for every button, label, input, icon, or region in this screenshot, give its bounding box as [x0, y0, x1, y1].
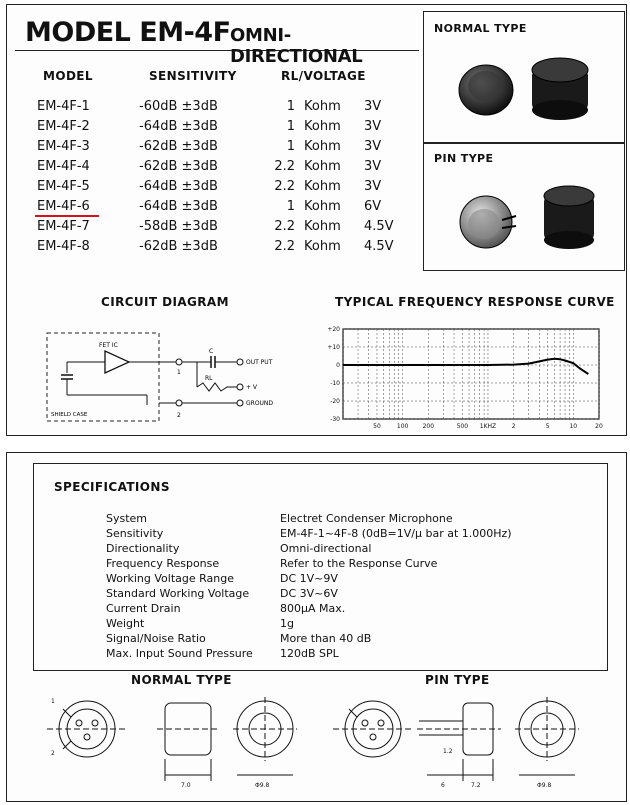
model-title: MODEL EM-4F	[25, 17, 231, 48]
pin1-marker: 1	[51, 698, 55, 705]
cell-sensitivity: -64dB ±3dB	[139, 119, 218, 134]
cell-voltage: 6V	[364, 199, 382, 214]
cell-unit: Kohm	[304, 219, 341, 234]
spec-label: Working Voltage Range	[106, 572, 234, 585]
cell-unit: Kohm	[304, 99, 341, 114]
x-tick-label: 10	[569, 423, 578, 430]
table-row	[7, 119, 417, 139]
cell-sensitivity: -58dB ±3dB	[139, 219, 218, 234]
cell-unit: Kohm	[304, 239, 341, 254]
chart-frame	[343, 329, 599, 419]
header-model: MODEL	[43, 69, 93, 83]
cell-voltage: 4.5V	[364, 219, 394, 234]
circuit-diagram	[37, 317, 297, 427]
title-bar	[15, 13, 419, 67]
pin-type-photo	[424, 144, 624, 272]
spec-value: EM-4F-1~4F-8 (0dB=1V/μ bar at 1.000Hz)	[280, 527, 512, 540]
cell-model: EM-4F-6	[37, 199, 90, 214]
pin-back-view	[515, 697, 579, 775]
spec-label: Directionality	[106, 542, 180, 555]
x-tick-label: 2	[511, 423, 516, 430]
x-tick-label: 1KHZ	[479, 423, 497, 430]
cell-model: EM-4F-7	[37, 219, 90, 234]
cell-voltage: 3V	[364, 119, 382, 134]
spec-label: Max. Input Sound Pressure	[106, 647, 253, 660]
pin-front-view	[333, 701, 413, 757]
pin2-label: 2	[177, 412, 181, 419]
spec-row	[34, 512, 609, 527]
datasheet-bottom-panel	[6, 452, 627, 802]
table-row	[7, 239, 417, 259]
spec-value: 120dB SPL	[280, 647, 339, 660]
highlight-underline	[35, 215, 99, 217]
header-rl-voltage: RL/VOLTAGE	[281, 69, 366, 83]
spec-row	[34, 527, 609, 542]
spec-row	[34, 572, 609, 587]
y-tick-label: -20	[330, 398, 340, 405]
cell-voltage: 3V	[364, 139, 382, 154]
table-row	[7, 159, 417, 179]
x-tick-label: 50	[373, 423, 381, 430]
cell-rl: 2.2	[274, 239, 295, 254]
circuit-title: CIRCUIT DIAGRAM	[101, 295, 229, 309]
spec-label: System	[106, 512, 148, 525]
header-sensitivity: SENSITIVITY	[149, 69, 237, 83]
cell-rl: 2.2	[274, 219, 295, 234]
normal-type-photo	[424, 12, 624, 140]
normal-front-view	[47, 701, 127, 757]
pin-type-drawing-title: PIN TYPE	[425, 673, 490, 687]
cell-rl: 2.2	[274, 159, 295, 174]
load-resistor-symbol	[197, 383, 237, 391]
cell-unit: Kohm	[304, 199, 341, 214]
cell-model: EM-4F-5	[37, 179, 90, 194]
cell-rl: 1	[286, 199, 295, 214]
y-tick-label: 0	[336, 362, 340, 369]
y-tick-label: -30	[330, 416, 340, 423]
pin-body-dim: 7.2	[471, 782, 481, 789]
cell-voltage: 3V	[364, 99, 382, 114]
pin-length-dim: 1.2	[443, 748, 453, 755]
spec-value: Omni-directional	[280, 542, 372, 555]
dimension-drawings	[7, 689, 622, 799]
specifications-box	[33, 463, 608, 671]
cell-sensitivity: -62dB ±3dB	[139, 239, 218, 254]
output-label: OUT PUT	[246, 359, 273, 366]
normal-back-view	[233, 697, 297, 775]
resistor-label: RL	[205, 375, 213, 382]
pin-type-label: PIN TYPE	[434, 152, 494, 165]
response-curve	[343, 359, 588, 374]
pin-lead-dim: 6	[441, 782, 445, 789]
cell-voltage: 3V	[364, 159, 382, 174]
frequency-response-chart	[317, 321, 607, 431]
spec-row	[34, 647, 609, 662]
spec-label: Standard Working Voltage	[106, 587, 250, 600]
supply-label: + V	[246, 384, 258, 391]
spec-label: Sensitivity	[106, 527, 164, 540]
cell-sensitivity: -62dB ±3dB	[139, 139, 218, 154]
spec-value: 800μA Max.	[280, 602, 346, 615]
cell-unit: Kohm	[304, 119, 341, 134]
spec-row	[34, 617, 609, 632]
spec-label: Frequency Response	[106, 557, 220, 570]
cell-unit: Kohm	[304, 139, 341, 154]
diameter-dim: Φ9.8	[255, 782, 270, 789]
spec-row	[34, 557, 609, 572]
table-row	[7, 139, 417, 159]
cell-voltage: 3V	[364, 179, 382, 194]
capacitor-label: C	[209, 348, 214, 355]
x-tick-label: 20	[595, 423, 603, 430]
spec-value: 1g	[280, 617, 294, 630]
spec-row	[34, 587, 609, 602]
cell-model: EM-4F-3	[37, 139, 90, 154]
chart-title: TYPICAL FREQUENCY RESPONSE CURVE	[335, 295, 615, 309]
pin2-marker: 2	[51, 750, 55, 757]
fet-amplifier-symbol	[105, 351, 129, 373]
spec-value: More than 40 dB	[280, 632, 372, 645]
cell-voltage: 4.5V	[364, 239, 394, 254]
specifications-title: SPECIFICATIONS	[54, 480, 170, 494]
model-subtitle: OMNI-DIRECTIONAL	[230, 25, 363, 67]
cell-sensitivity: -64dB ±3dB	[139, 199, 218, 214]
spec-value: Electret Condenser Microphone	[280, 512, 453, 525]
table-row	[7, 219, 417, 239]
spec-row	[34, 632, 609, 647]
spec-value: Refer to the Response Curve	[280, 557, 438, 570]
spec-label: Weight	[106, 617, 145, 630]
normal-side-view	[157, 703, 219, 781]
y-tick-label: +20	[327, 326, 340, 333]
table-row	[7, 179, 417, 199]
shield-label: SHIELD CASE	[51, 412, 88, 418]
spec-value: DC 1V~9V	[280, 572, 338, 585]
x-tick-label: 5	[545, 423, 550, 430]
cell-sensitivity: -64dB ±3dB	[139, 179, 218, 194]
pin-diameter-dim: Φ9.8	[537, 782, 552, 789]
x-tick-label: 200	[422, 423, 435, 430]
pin-side-view	[417, 703, 501, 781]
spec-label: Signal/Noise Ratio	[106, 632, 206, 645]
cell-unit: Kohm	[304, 179, 341, 194]
cell-unit: Kohm	[304, 159, 341, 174]
cell-rl: 1	[286, 99, 295, 114]
cell-rl: 1	[286, 119, 295, 134]
cell-model: EM-4F-2	[37, 119, 90, 134]
y-tick-label: -10	[330, 380, 340, 387]
spec-row	[34, 542, 609, 557]
x-tick-label: 500	[456, 423, 469, 430]
y-tick-label: +10	[327, 344, 340, 351]
length-dim: 7.0	[181, 782, 191, 789]
cell-rl: 1	[286, 139, 295, 154]
cell-model: EM-4F-4	[37, 159, 90, 174]
ground-label: GROUND	[246, 400, 274, 407]
table-row	[7, 99, 417, 119]
normal-type-drawing-title: NORMAL TYPE	[131, 673, 232, 687]
normal-type-label: NORMAL TYPE	[434, 22, 527, 35]
photo-panel	[423, 11, 625, 271]
cell-model: EM-4F-1	[37, 99, 90, 114]
cell-model: EM-4F-8	[37, 239, 90, 254]
spec-row	[34, 602, 609, 617]
cell-sensitivity: -62dB ±3dB	[139, 159, 218, 174]
cell-sensitivity: -60dB ±3dB	[139, 99, 218, 114]
x-tick-label: 100	[396, 423, 409, 430]
fet-label: FET IC	[99, 342, 118, 349]
pin1-label: 1	[177, 369, 181, 376]
cell-rl: 2.2	[274, 179, 295, 194]
spec-label: Current Drain	[106, 602, 181, 615]
datasheet-top-panel	[6, 4, 627, 436]
spec-value: DC 3V~6V	[280, 587, 338, 600]
